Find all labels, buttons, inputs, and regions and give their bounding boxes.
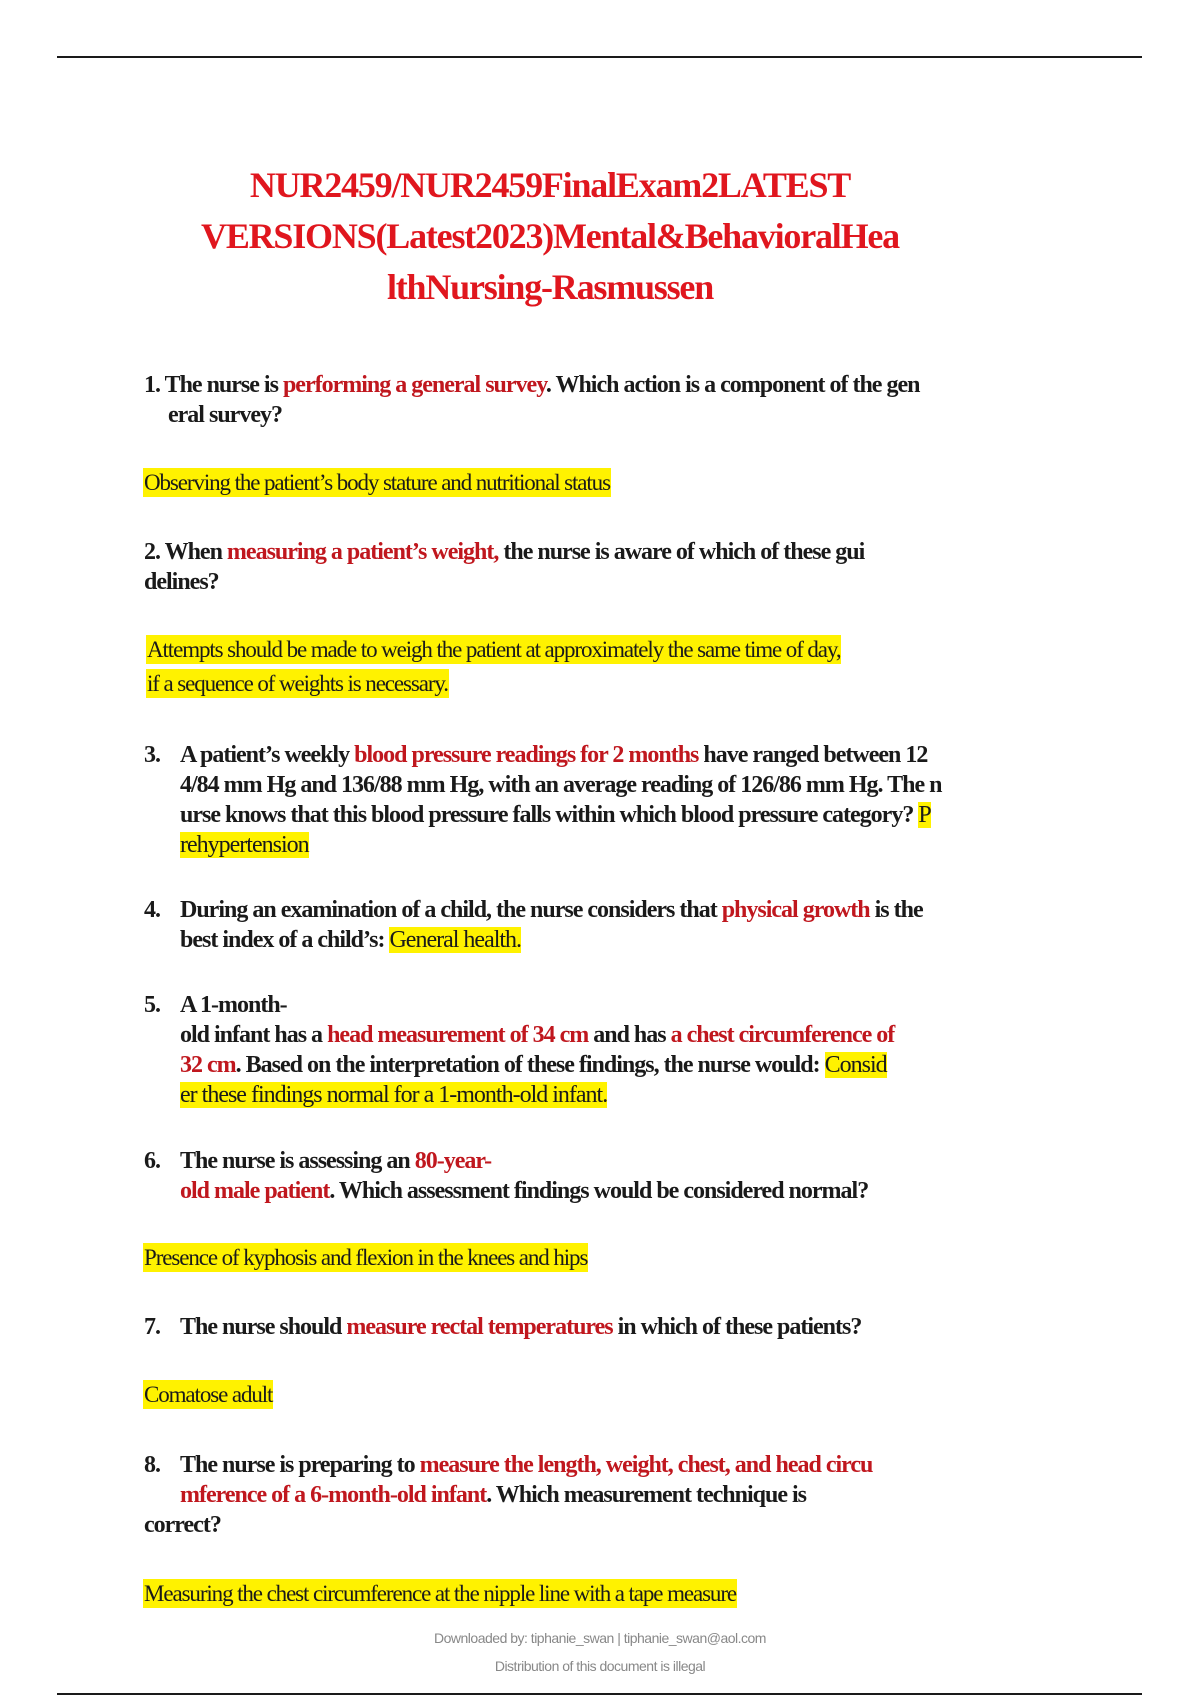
question-number: 8.	[144, 1452, 160, 1478]
key-phrase: measuring a patient’s weight,	[226, 539, 499, 565]
question-6: 6. The nurse is assessing an 80-year- old male patient. Which assessment findings would be considered normal?	[144, 1148, 869, 1204]
answer-6	[143, 1241, 588, 1275]
question-2: 2. When measuring a patient’s weight, the nurse is aware of which of these gui delines?	[144, 539, 865, 595]
answer-highlight: Consid	[824, 1052, 887, 1078]
title-line-1: NUR2459/NUR2459FinalExam2LATEST	[249, 165, 851, 205]
answer-highlight: rehypertension	[180, 832, 309, 858]
bottom-rule	[57, 1693, 1142, 1695]
answer-8	[143, 1577, 737, 1611]
answer-highlight: Attempts should be made to weigh the patient at approximately the same time of day,	[147, 637, 841, 662]
question-3: 3. A patient’s weekly blood pressure readings for 2 months have ranged between 12 4/84 mm Hg and 136/88 mm Hg, with an average reading of 126/86 mm Hg. The n urse knows that this blood pressure falls within which blood pressure category? P rehypertension	[144, 742, 942, 858]
question-number: 7.	[144, 1314, 160, 1340]
question-number: 5.	[144, 992, 160, 1018]
title-line-3: lthNursing-Rasmussen	[386, 267, 714, 307]
answer-highlight: Observing the patient’s body stature and nutritional status	[144, 470, 610, 495]
question-number: 1.	[144, 372, 160, 398]
answer-2	[146, 633, 841, 701]
document-title	[110, 160, 990, 313]
key-phrase: measure the length, weight, chest, and head circu	[419, 1452, 873, 1478]
key-phrase: measure rectal temperatures	[346, 1314, 613, 1340]
key-phrase: a chest circumference of	[670, 1022, 895, 1048]
question-1: 1. The nurse is performing a general survey. Which action is a component of the gen eral survey?	[144, 372, 920, 428]
key-phrase: old male patient	[180, 1178, 330, 1204]
question-8: 8. The nurse is preparing to measure the length, weight, chest, and head circu mference of a 6-month-old infant. Which measurement technique is correct?	[144, 1452, 873, 1538]
answer-1	[143, 466, 611, 500]
question-4: 4. During an examination of a child, the nurse considers that physical growth is the best index of a child’s: General health.	[144, 897, 923, 953]
key-phrase: mference of a 6-month-old infant	[180, 1482, 487, 1508]
key-phrase: physical growth	[721, 897, 870, 923]
key-phrase: 32 cm	[180, 1052, 236, 1078]
question-5: 5. A 1-month- old infant has a head measurement of 34 cm and has a chest circumference of 32 cm. Based on the interpretation of these findings, the nurse would: Consid er these findings normal for a 1-month-old infant.	[144, 992, 895, 1108]
question-7: 7. The nurse should measure rectal temperatures in which of these patients?	[144, 1314, 862, 1340]
answer-highlight: er these findings normal for a 1-month-old infant.	[180, 1082, 608, 1108]
answer-highlight: Comatose adult	[144, 1382, 273, 1407]
answer-highlight: Measuring the chest circumference at the nipple line with a tape measure	[144, 1581, 736, 1606]
question-number: 6.	[144, 1148, 160, 1174]
question-number: 4.	[144, 897, 160, 923]
question-number: 3.	[144, 742, 160, 768]
answer-highlight: Presence of kyphosis and flexion in the knees and hips	[144, 1245, 588, 1270]
answer-7	[143, 1378, 273, 1412]
answer-highlight: if a sequence of weights is necessary.	[147, 671, 448, 696]
key-phrase: blood pressure readings for 2 months	[354, 742, 699, 768]
key-phrase: performing a general survey	[282, 372, 546, 398]
footer-distribution-notice: Distribution of this document is illegal	[494, 1658, 706, 1674]
footer-downloaded-by: Downloaded by: tiphanie_swan | tiphanie_swan@aol.com	[434, 1630, 766, 1646]
answer-highlight: General health.	[389, 927, 522, 953]
top-rule	[57, 56, 1142, 58]
answer-highlight: P	[918, 802, 931, 828]
key-phrase: head measurement of 34 cm	[327, 1022, 589, 1048]
title-line-2: VERSIONS(Latest2023)Mental&BehavioralHea	[201, 216, 899, 256]
key-phrase: 80-year-	[414, 1148, 492, 1174]
